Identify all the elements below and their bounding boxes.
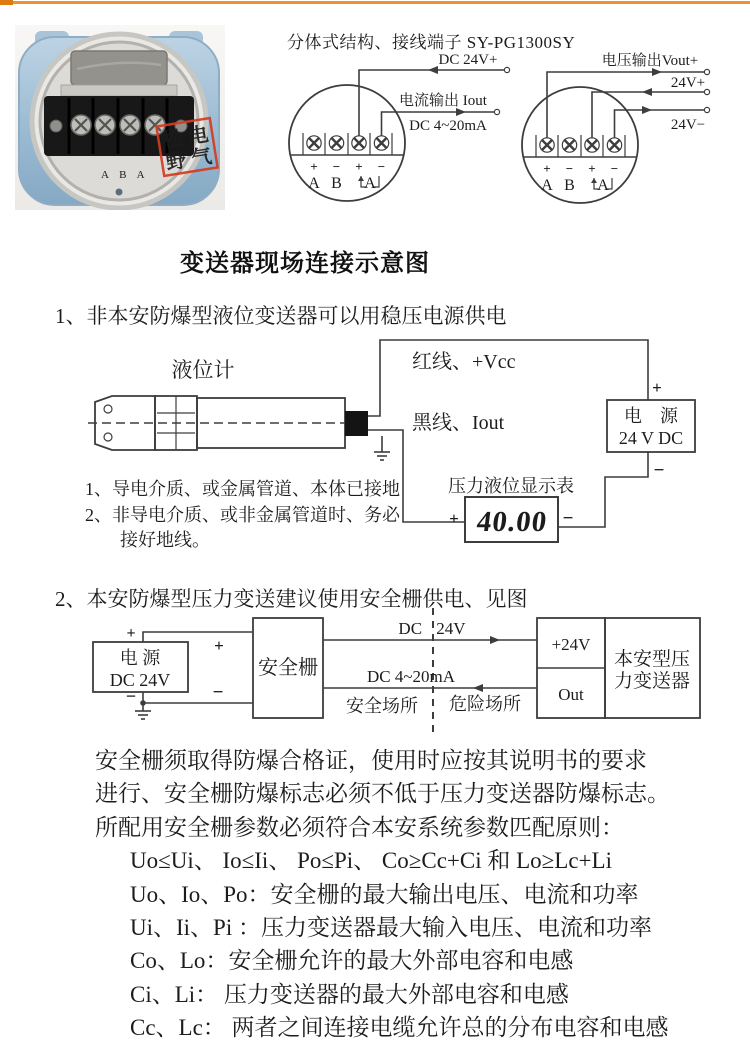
svg-text:接好地线。: 接好地线。 [120, 530, 210, 550]
power-plus-sign: + [126, 625, 136, 642]
section2-heading: 2、本安防爆型压力变送建议使用安全栅供电、见图 [55, 587, 528, 611]
terminal-sign: − [565, 161, 574, 176]
transmitter-label-line2: 力变送器 [613, 671, 691, 692]
note-paragraph: 进行、安全栅防爆标志必须不低于压力变送器防爆标志。 [95, 781, 670, 807]
note-definition: Ui、Ii、Pi ：压力变送器最大输入电压、电流和功率 [130, 915, 652, 941]
stamp-char: 野 [164, 149, 188, 175]
power-plus-sign: + [652, 378, 662, 397]
terminal-name: A [541, 177, 553, 194]
terminal-wiring-diagram [280, 50, 725, 220]
power-supply-line2: 24 V DC [618, 428, 684, 448]
terminal-name: A [597, 177, 609, 194]
terminal-sign: − [332, 159, 341, 174]
terminal-sign: + [355, 159, 363, 174]
stamp-char: 电 [186, 123, 211, 149]
terminal-name: B [331, 175, 342, 192]
stamp-char: 气 [190, 145, 214, 171]
section1-heading: 1、非本安防爆型液位变送器可以用稳压电源供电 [55, 304, 507, 328]
terminal-sign: + [310, 159, 318, 174]
page-title: 变送器现场连接示意图 [180, 250, 430, 277]
terminal-sign: + [543, 161, 551, 176]
power-supply-box [93, 625, 188, 706]
barrier-plus-sign: + [214, 636, 224, 655]
transmitter-terminal-cells [537, 618, 605, 718]
power-supply-box [607, 378, 695, 481]
hazard-area-label: 危险场所 [449, 694, 521, 714]
top-border [0, 1, 750, 4]
svg-text:1、导电介质、或金属管道、本体已接地: 1、导电介质、或金属管道、本体已接地 [85, 479, 400, 499]
black-wire-label: 黑线、Iout [412, 412, 505, 434]
safe-area-label: 安全场所 [346, 696, 418, 716]
note-paragraph: 安全栅须取得防爆合格证，使用时应按其说明书的要求 [95, 748, 647, 773]
power-minus-sign: − [125, 686, 137, 706]
section1-wiring-diagram [60, 335, 720, 565]
label-vout-plus: 电压输出Vout+ [601, 53, 699, 69]
cell-24v-label: +24V [551, 635, 591, 654]
terminal-sign: − [377, 159, 386, 174]
terminal-name: A [364, 175, 376, 192]
note-definition: Ci、Li： 压力变送器的最大外部电容和电感 [130, 981, 569, 1007]
barrier-minus-sign: − [212, 682, 224, 703]
note-paragraph: 所配用安全栅参数必须符合本安系统参数匹配原则： [95, 814, 624, 840]
separate-terminal-circle [289, 52, 510, 201]
ground-symbol [374, 436, 390, 460]
device-body [19, 31, 219, 209]
stamp-char: 松 [161, 127, 185, 153]
terminal-name: B [564, 177, 575, 194]
safety-barrier-box [253, 618, 323, 718]
label-current-output: 电流输出 Iout [399, 93, 487, 109]
transmitter-box [605, 618, 700, 718]
top-border-accent [0, 0, 13, 5]
display-minus-sign: − [562, 508, 574, 529]
label-24v-plus: 24V+ [670, 75, 706, 91]
voltage-terminal-circle [522, 51, 710, 203]
probe-cable-connector [345, 411, 368, 436]
level-probe-drawing [88, 396, 368, 450]
red-wire-label: 红线、+Vcc [412, 351, 516, 373]
note-definition: Co、Lo：安全栅允许的最大外部电容和电感 [130, 948, 574, 974]
label-dc24v-plus: DC 24V+ [438, 52, 498, 68]
display-value: 40.00 [475, 506, 550, 538]
label-24v-minus: 24V− [670, 117, 706, 133]
note-definition: Uo、Io、Po：安全栅的最大输出电压、电流和功率 [130, 881, 639, 907]
grounding-notes [85, 479, 401, 550]
section2-wiring-diagram [70, 608, 720, 738]
power-supply-line1: 电 源 [119, 648, 161, 668]
level-gauge-label: 液位计 [171, 358, 235, 382]
power-supply-line2: DC 24V [109, 670, 171, 690]
dc24v-wire-label: DC 24V [398, 619, 466, 638]
transmitter-terminal-photo [15, 25, 225, 210]
note-formula: Uo≤Ui、 Io≤Ii、 Po≤Pi、 Co≥Cc+Ci 和 Lo≥Lc+Li [130, 848, 612, 874]
terminal-sign: + [588, 161, 596, 176]
power-minus-sign: − [653, 460, 665, 481]
display-label: 压力液位显示表 [448, 476, 574, 496]
terminal-diagram-heading: 分体式结构、接线端子 SY-PG1300SY [287, 33, 576, 52]
transmitter-label-line1: 本安型压 [613, 649, 691, 670]
dc4-20ma-wire-label: DC 4~20mA [366, 667, 456, 686]
note-definition: Cc、Lc： 两者之间连接电缆允许总的分布电容和电感 [130, 1015, 669, 1041]
terminal-name: A [308, 175, 320, 192]
label-dc-4-20ma: DC 4~20mA [409, 118, 487, 134]
terminal-sign: − [610, 161, 619, 176]
safety-barrier-label: 安全栅 [258, 657, 318, 679]
device-markings: A B A [101, 169, 149, 181]
svg-text:2、非导电介质、或非金属管道时、务必: 2、非导电介质、或非金属管道时、务必 [85, 505, 400, 525]
safety-barrier-notes [95, 744, 675, 1045]
pressure-level-display [448, 476, 574, 542]
cell-out-label: Out [558, 685, 584, 704]
display-plus-sign: + [449, 509, 459, 528]
power-supply-line1: 电 源 [624, 406, 678, 426]
